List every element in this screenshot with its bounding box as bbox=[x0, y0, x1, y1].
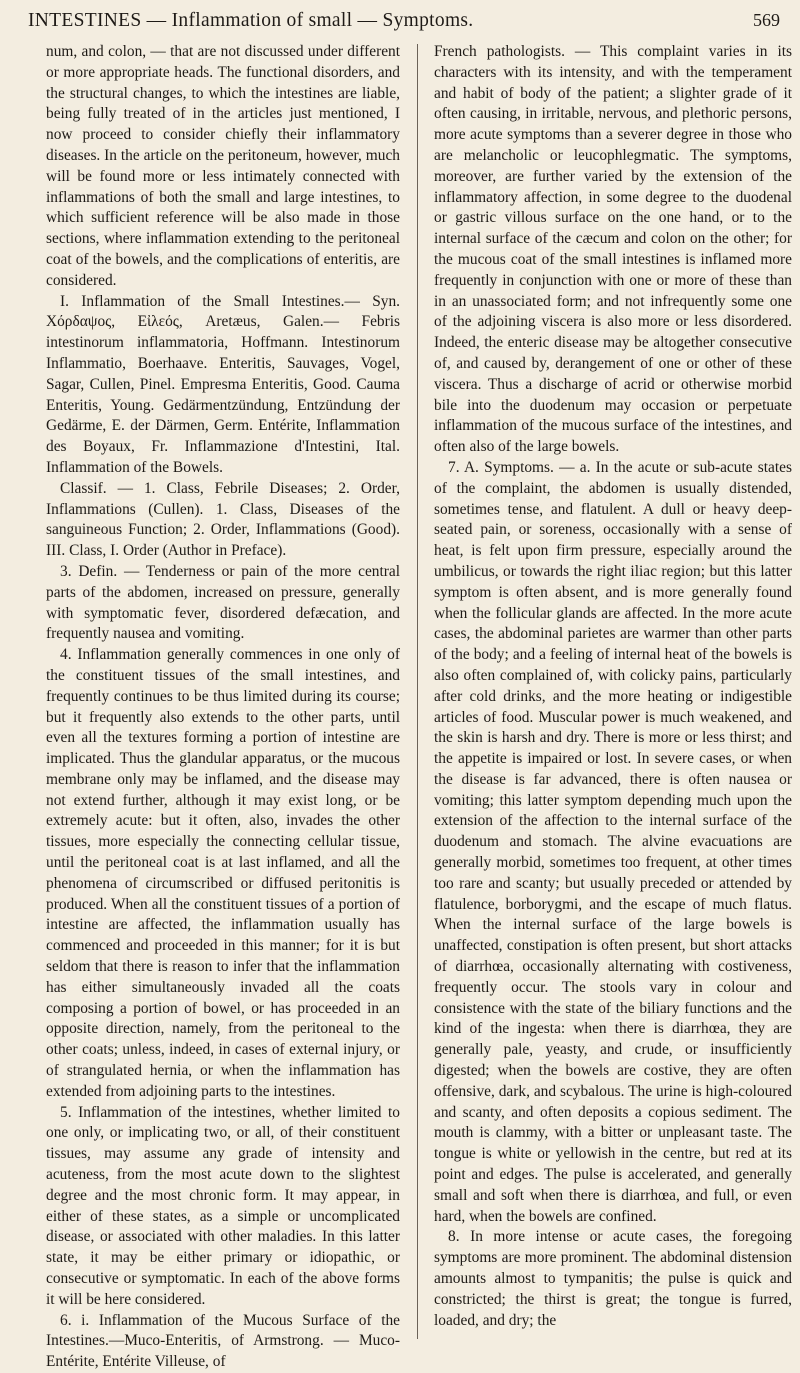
paragraph: 4. Inflammation generally commences in one only of the constituent tissues of the small intestines, and frequently continues to be thus limited during its course; but it frequently also extends to the other parts, until even all the textures forming a portion of intestine are implicated. Thus the glandular apparatus, or the mucous membrane only may be inflamed, and the disease may not extend further, although it may exist long, or be extremely acute: but it often, also, invades the other tissues, more especially the connecting cellular tissue, until the peritoneal coat is at last inflamed, and all the phenomena of circumscribed or diffused peritonitis is produced. When all the constituent tissues of a portion of intestine are affected, the inflammation usually has commenced and proceeded in this manner; for it is but seldom that there is reason to infer that the inflammation has either simultaneously invaded all the coats composing a portion of bowel, or has proceeded in an opposite direction, namely, from the peritoneal to the other coats; unless, indeed, in cases of external injury, or of strangulated hernia, or when the inflammation has extended from adjoining parts to the intestines. bbox=[46, 646, 400, 1100]
paragraph: 3. Defin. — Tenderness or pain of the more central parts of the abdomen, increased on pressure, generally with symptomatic fever, disordered defæcation, and frequently nausea and vomiting. bbox=[46, 562, 400, 643]
paragraph: num, and colon, — that are not discussed under different or more appropriate heads. The functional disorders, and the structural changes, to which the intestines are liable, being fully treated of in the articles just mentioned, I now proceed to consider chiefly their inflammatory diseases. In the article on the peritoneum, however, much will be found more or less intimately connected with inflammations of both the small and large intestines, to which sufficient reference will be also made in those sections, where inflammation extending to the peritoneal coat of the bowels, and the complications of enteritis, are considered. bbox=[46, 43, 400, 289]
column-divider bbox=[417, 44, 418, 1339]
paragraph: I. Inflammation of the Small Intestines.— Syn. Χόρδαψος, Εἰλεός, Aretæus, Galen.— Febris intestinorum inflammatoria, Hoffmann. Intestinorum Inflammatio, Boerhaave. Enteritis, Sauvages, Vogel, Sagar, Cullen, Pinel. Empresma Enteritis, Good. Cauma Enteritis, Young. Gedärmentzündung, Entzündung der Gedärme, E. der Därmen, Germ. Entérite, Inflammation des Boyaux, Fr. Inflammazione d'Intestini, Ital. Inflammation of the Bowels. bbox=[46, 292, 400, 476]
paragraph: 8. In more intense or acute cases, the foregoing symptoms are more prominent. The abdominal distension amounts almost to tympanitis; the pulse is quick and constricted; the thirst is great; the tongue is furred, loaded, and dry; the bbox=[434, 1228, 792, 1329]
text-columns bbox=[46, 42, 792, 1371]
paragraph: 5. Inflammation of the intestines, whether limited to one only, or implicating two, or all, of their constituent tissues, may assume any grade of intensity and acuteness, from the most acute down to the slightest degree and the most chronic form. It may appear, in either of these states, as a simple or uncomplicated disease, or associated with other maladies. In this latter state, it may be either primary or idiopathic, or consecutive or symptomatic. In each of the above forms it will be here considered. bbox=[46, 1103, 400, 1308]
left-column bbox=[46, 42, 400, 1371]
paragraph: 6. i. Inflammation of the Mucous Surface of the Intestines.—Muco-Enteritis, of Armstrong. — Muco-Entérite, Entérite Villeuse, of bbox=[46, 1311, 400, 1371]
page-header bbox=[28, 10, 780, 40]
paragraph: Classif. — 1. Class, Febrile Diseases; 2. Order, Inflammations (Cullen). 1. Class, Diseases of the sanguineous Function; 2. Order, Inflammations (Good). III. Class, I. Order (Author in Preface). bbox=[46, 479, 400, 560]
paragraph: 7. A. Symptoms. — a. In the acute or sub-acute states of the complaint, the abdomen is usually distended, sometimes tense, and flatulent. A dull or heavy deep-seated pain, or soreness, occasionally with a sense of heat, is felt upon firm pressure, especially around the umbilicus, or towards the right iliac region; but this latter symptom is often absent, and is more generally found when the follicular glands are affected. In the more acute cases, the abdominal parietes are warmer than other parts of the body; and a feeling of internal heat of the bowels is also often complained of, with colicky pains, particularly after cold drinks, and the more heating or indigestible articles of food. Muscular power is much weakened, and the skin is harsh and dry. There is more or less thirst; and the appetite is impaired or lost. In severe cases, or when the disease is far advanced, there is often nausea or vomiting; this latter symptom depending much upon the extension of the affection to the internal surface of the duodenum and stomach. The alvine evacuations are generally morbid, sometimes too frequent, at other times too rare and scanty; but usually preceded or attended by flatulence, borborygmi, and the escape of much flatus. When the internal surface of the large bowels is unaffected, constipation is often present, but short attacks of diarrhœa, occasionally alternating with costiveness, frequently occur. The stools vary in colour and consistence with the state of the biliary functions and the kind of the ingesta: when there is diarrhœa, they are generally pale, yeasty, and crude, or insufficiently digested; when the bowels are costive, they are often offensive, dark, and scybalous. The urine is high-coloured and scanty, and often deposits a copious sediment. The mouth is clammy, with a bitter or unpleasant taste. The tongue is white or yellowish in the centre, but red at its point and edges. The pulse is accelerated, and generally small and soft when there is diarrhœa, and full, or even hard, when the bowels are confined. bbox=[434, 458, 792, 1225]
paragraph: French pathologists. — This complaint varies in its characters with its intensity, and with the temperament and habit of body of the patient; a slighter grade of it often causing, in irritable, nervous, and plethoric persons, more acute symptoms than a severer degree in those who are melancholic or leucophlegmatic. The symptoms, moreover, are further varied by the extension of the inflammatory affection, in some degree to the duodenal or gastric villous surface on the one hand, or to the internal surface of the cæcum and colon on the other; for the mucous coat of the small intestines is inflamed more frequently in conjunction with one or more of these than in an unassociated form; and not infrequently some one of the adjoining viscera is also more or less disordered. Indeed, the enteric disease may be altogether consecutive of, and caused by, derangement of one or other of these viscera. Thus a discharge of acrid or otherwise morbid bile into the duodenum may occasion or perpetuate inflammation of the mucous surface of the intestines, and often also of the large bowels. bbox=[434, 43, 792, 456]
right-column bbox=[434, 42, 792, 1339]
page-number: 569 bbox=[753, 10, 780, 30]
running-head: INTESTINES — Inflammation of small — Symptoms. bbox=[28, 10, 474, 31]
